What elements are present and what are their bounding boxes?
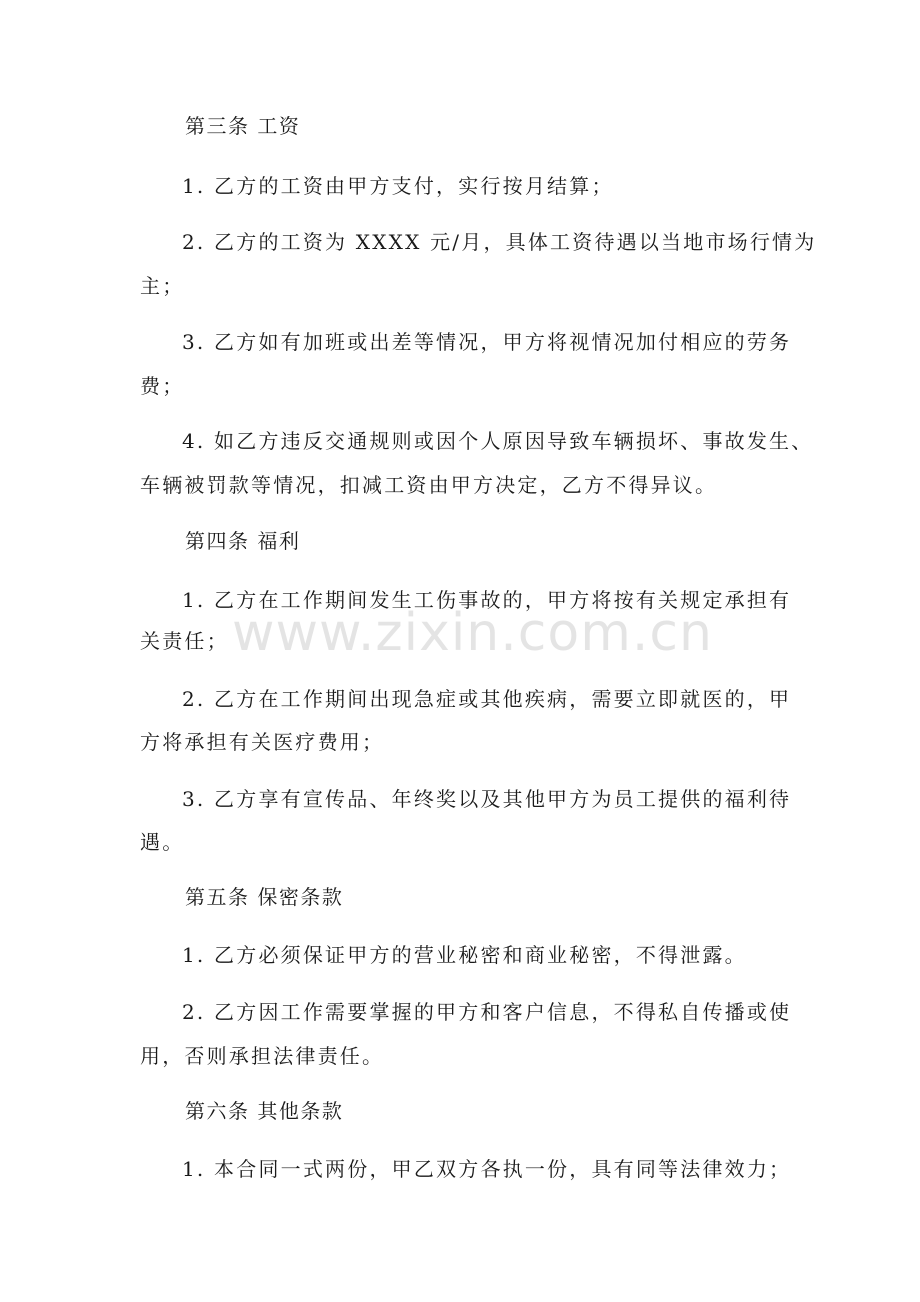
- article-3-heading: 第三条 工资: [185, 114, 301, 138]
- article-5-item-1: 1. 乙方必须保证甲方的营业秘密和商业秘密，不得泄露。: [182, 943, 747, 967]
- article-3-item-2-line-1: 2. 乙方的工资为 XXXX 元/月，具体工资待遇以当地市场行情为: [182, 230, 817, 254]
- article-6-item-1: 1. 本合同一式两份，甲乙双方各执一份，具有同等法律效力；: [182, 1157, 792, 1181]
- article-3-item-1: 1. 乙方的工资由甲方支付，实行按月结算；: [182, 174, 614, 198]
- article-3-item-3-line-2: 费；: [140, 374, 185, 398]
- article-4-item-2-line-1: 2. 乙方在工作期间出现急症或其他疾病，需要立即就医的，甲: [182, 687, 792, 711]
- article-6-heading: 第六条 其他条款: [185, 1099, 344, 1123]
- article-4-item-3-line-2: 遇。: [140, 830, 185, 854]
- article-3-item-4-line-1: 4. 如乙方违反交通规则或因个人原因导致车辆损坏、事故发生、: [182, 429, 814, 453]
- article-4-heading: 第四条 福利: [185, 529, 301, 553]
- article-5-item-2-line-1: 2. 乙方因工作需要掌握的甲方和客户信息，不得私自传播或使: [182, 1000, 792, 1024]
- article-4-item-1-line-2: 关责任；: [140, 629, 229, 653]
- article-5-heading: 第五条 保密条款: [185, 885, 344, 909]
- article-4-item-1-line-1: 1. 乙方在工作期间发生工伤事故的，甲方将按有关规定承担有: [182, 588, 792, 612]
- article-4-item-2-line-2: 方将承担有关医疗费用；: [140, 730, 385, 754]
- article-4-item-3-line-1: 3. 乙方享有宣传品、年终奖以及其他甲方为员工提供的福利待: [182, 787, 792, 811]
- article-3-item-2-line-2: 主；: [140, 274, 185, 298]
- article-3-item-4-line-2: 车辆被罚款等情况，扣减工资由甲方决定，乙方不得异议。: [140, 473, 718, 497]
- watermark: www.zixin.com.cn: [232, 603, 713, 663]
- article-3-item-3-line-1: 3. 乙方如有加班或出差等情况，甲方将视情况加付相应的劳务: [182, 330, 792, 354]
- article-5-item-2-line-2: 用，否则承担法律责任。: [140, 1044, 385, 1068]
